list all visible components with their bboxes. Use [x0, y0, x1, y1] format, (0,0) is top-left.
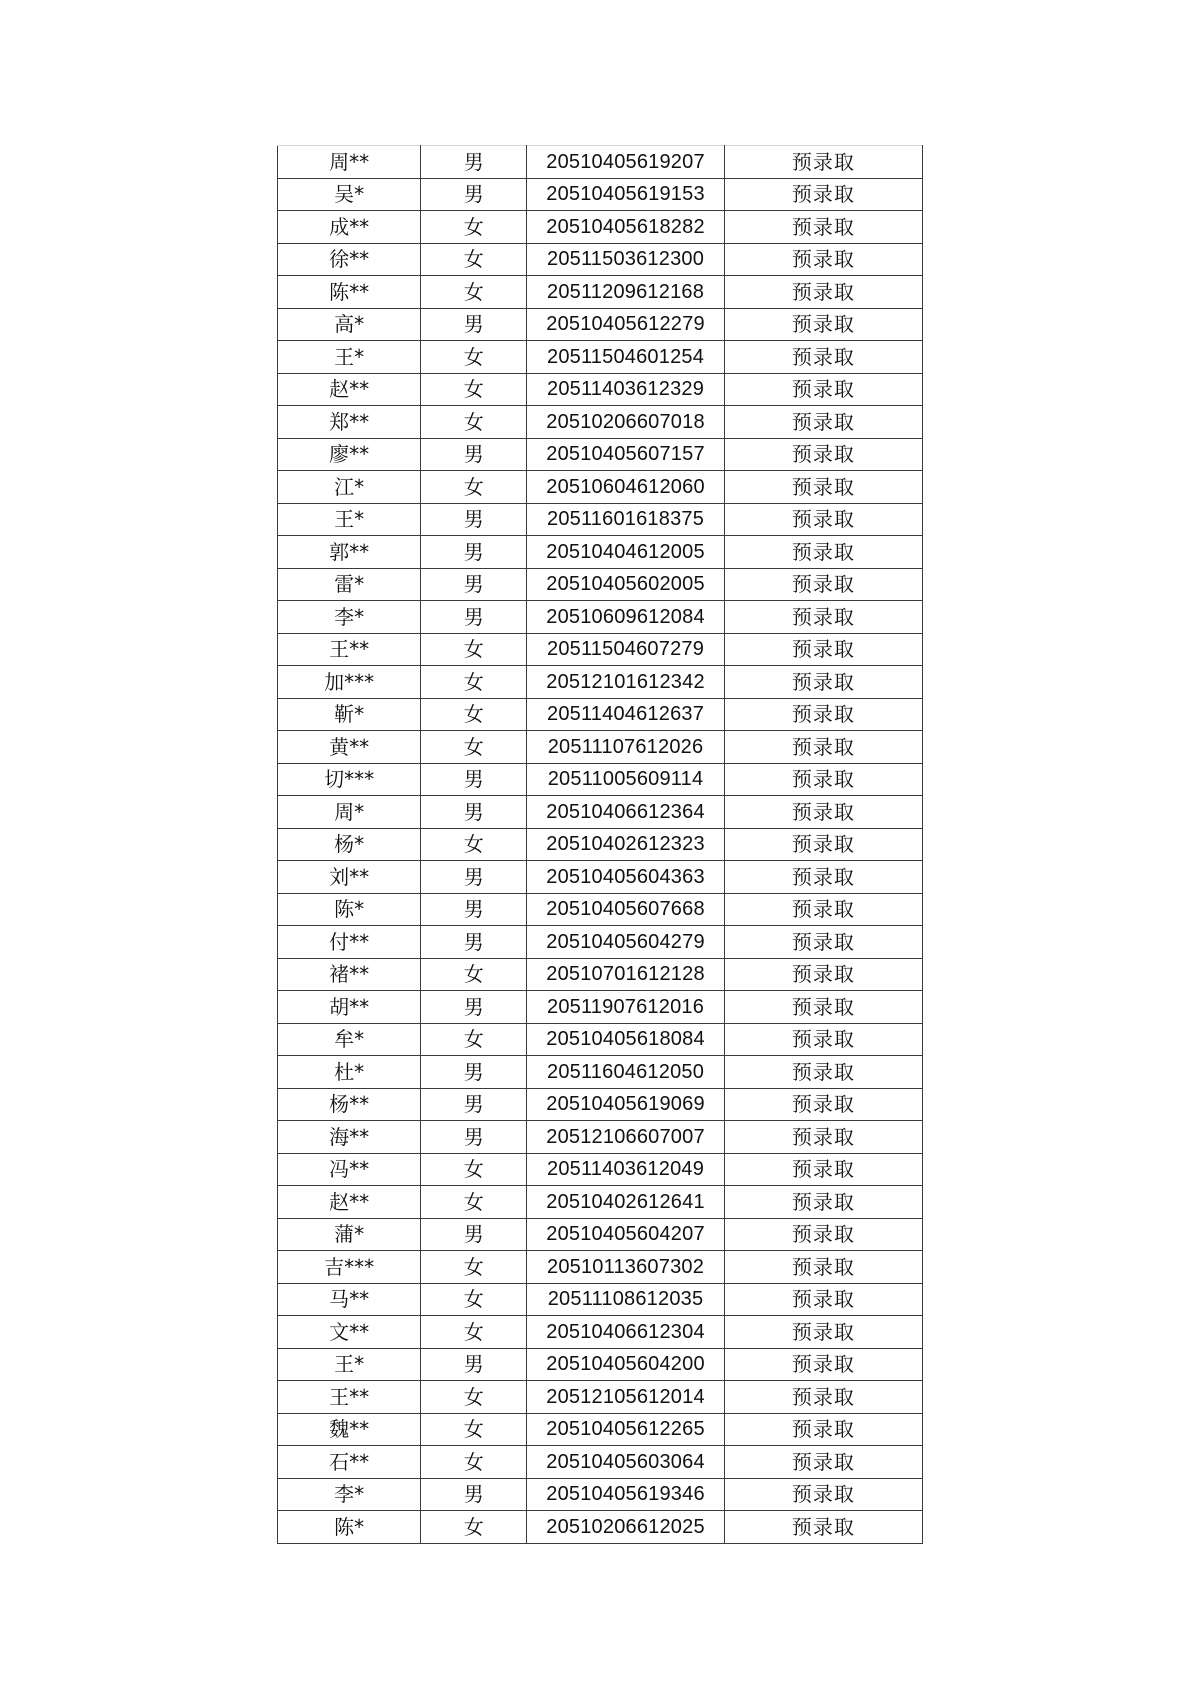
table-row [278, 1413, 923, 1446]
gender-cell: 男 [421, 763, 527, 796]
candidate-id-cell: 20511005609114 [527, 763, 724, 796]
candidate-id-cell: 20511209612168 [527, 276, 724, 309]
gender-cell: 女 [421, 1316, 527, 1349]
candidate-id-cell: 20510402612323 [527, 828, 724, 861]
gender-cell: 男 [421, 601, 527, 634]
gender-cell: 女 [421, 1381, 527, 1414]
status-cell: 预录取 [724, 828, 922, 861]
candidate-id-cell: 20511601618375 [527, 503, 724, 536]
gender-cell: 女 [421, 276, 527, 309]
status-cell: 预录取 [724, 1446, 922, 1479]
status-cell: 预录取 [724, 1218, 922, 1251]
gender-cell: 男 [421, 796, 527, 829]
status-cell: 预录取 [724, 373, 922, 406]
name-cell: 牟* [278, 1023, 421, 1056]
status-cell: 预录取 [724, 1283, 922, 1316]
status-cell: 预录取 [724, 731, 922, 764]
table-row [278, 211, 923, 244]
table-row [278, 1186, 923, 1219]
candidate-id-cell: 20510405619153 [527, 178, 724, 211]
table-row [278, 1153, 923, 1186]
name-cell: 陈* [278, 1511, 421, 1544]
gender-cell: 女 [421, 471, 527, 504]
table-row [278, 893, 923, 926]
gender-cell: 女 [421, 958, 527, 991]
gender-cell: 女 [421, 828, 527, 861]
table-row [278, 1121, 923, 1154]
status-cell: 预录取 [724, 1186, 922, 1219]
table-row [278, 243, 923, 276]
candidate-id-cell: 20510405618282 [527, 211, 724, 244]
table-row [278, 861, 923, 894]
status-cell: 预录取 [724, 406, 922, 439]
gender-cell: 男 [421, 1478, 527, 1511]
gender-cell: 男 [421, 991, 527, 1024]
name-cell: 郭** [278, 536, 421, 569]
table-row [278, 308, 923, 341]
gender-cell: 女 [421, 1413, 527, 1446]
status-cell: 预录取 [724, 1413, 922, 1446]
table-row [278, 601, 923, 634]
gender-cell: 男 [421, 926, 527, 959]
table-row [278, 276, 923, 309]
candidate-id-cell: 20510405618084 [527, 1023, 724, 1056]
name-cell: 黄** [278, 731, 421, 764]
gender-cell: 女 [421, 698, 527, 731]
table-row [278, 991, 923, 1024]
status-cell: 预录取 [724, 536, 922, 569]
table-row [278, 958, 923, 991]
name-cell: 王** [278, 1381, 421, 1414]
table-row [278, 1023, 923, 1056]
gender-cell: 男 [421, 861, 527, 894]
status-cell: 预录取 [724, 893, 922, 926]
status-cell: 预录取 [724, 503, 922, 536]
gender-cell: 女 [421, 1023, 527, 1056]
name-cell: 褚** [278, 958, 421, 991]
status-cell: 预录取 [724, 1316, 922, 1349]
name-cell: 胡** [278, 991, 421, 1024]
table-row [278, 438, 923, 471]
gender-cell: 女 [421, 1283, 527, 1316]
table-row [278, 1056, 923, 1089]
candidate-id-cell: 20511504601254 [527, 341, 724, 374]
name-cell: 切*** [278, 763, 421, 796]
table-row [278, 633, 923, 666]
name-cell: 石** [278, 1446, 421, 1479]
gender-cell: 女 [421, 1251, 527, 1284]
admission-table-body [278, 146, 923, 1544]
status-cell: 预录取 [724, 763, 922, 796]
gender-cell: 女 [421, 1511, 527, 1544]
name-cell: 李* [278, 601, 421, 634]
name-cell: 周* [278, 796, 421, 829]
table-row [278, 503, 923, 536]
status-cell: 预录取 [724, 276, 922, 309]
name-cell: 郑** [278, 406, 421, 439]
name-cell: 廖** [278, 438, 421, 471]
gender-cell: 男 [421, 893, 527, 926]
table-row [278, 1446, 923, 1479]
name-cell: 杨** [278, 1088, 421, 1121]
name-cell: 赵** [278, 373, 421, 406]
admission-table [277, 145, 923, 1544]
status-cell: 预录取 [724, 1121, 922, 1154]
name-cell: 靳* [278, 698, 421, 731]
candidate-id-cell: 20510405612279 [527, 308, 724, 341]
candidate-id-cell: 20512106607007 [527, 1121, 724, 1154]
table-row [278, 568, 923, 601]
status-cell: 预录取 [724, 341, 922, 374]
status-cell: 预录取 [724, 1478, 922, 1511]
table-row [278, 178, 923, 211]
candidate-id-cell: 20511107612026 [527, 731, 724, 764]
table-row [278, 1316, 923, 1349]
status-cell: 预录取 [724, 698, 922, 731]
gender-cell: 女 [421, 731, 527, 764]
name-cell: 王* [278, 1348, 421, 1381]
gender-cell: 女 [421, 243, 527, 276]
candidate-id-cell: 20510405604279 [527, 926, 724, 959]
status-cell: 预录取 [724, 1153, 922, 1186]
status-cell: 预录取 [724, 991, 922, 1024]
candidate-id-cell: 20510405603064 [527, 1446, 724, 1479]
gender-cell: 男 [421, 1348, 527, 1381]
candidate-id-cell: 20511404612637 [527, 698, 724, 731]
table-row [278, 406, 923, 439]
status-cell: 预录取 [724, 568, 922, 601]
candidate-id-cell: 20511403612049 [527, 1153, 724, 1186]
gender-cell: 男 [421, 568, 527, 601]
table-row [278, 146, 923, 179]
name-cell: 成** [278, 211, 421, 244]
candidate-id-cell: 20511604612050 [527, 1056, 724, 1089]
status-cell: 预录取 [724, 796, 922, 829]
gender-cell: 男 [421, 1088, 527, 1121]
name-cell: 吉*** [278, 1251, 421, 1284]
table-row [278, 698, 923, 731]
gender-cell: 男 [421, 438, 527, 471]
gender-cell: 女 [421, 1186, 527, 1219]
status-cell: 预录取 [724, 178, 922, 211]
candidate-id-cell: 20510404612005 [527, 536, 724, 569]
status-cell: 预录取 [724, 438, 922, 471]
candidate-id-cell: 20510405619207 [527, 146, 724, 179]
candidate-id-cell: 20510406612304 [527, 1316, 724, 1349]
candidate-id-cell: 20511907612016 [527, 991, 724, 1024]
gender-cell: 女 [421, 406, 527, 439]
status-cell: 预录取 [724, 926, 922, 959]
candidate-id-cell: 20510405604207 [527, 1218, 724, 1251]
name-cell: 刘** [278, 861, 421, 894]
candidate-id-cell: 20510405602005 [527, 568, 724, 601]
candidate-id-cell: 20512105612014 [527, 1381, 724, 1414]
name-cell: 马** [278, 1283, 421, 1316]
table-row [278, 731, 923, 764]
table-row [278, 341, 923, 374]
status-cell: 预录取 [724, 1348, 922, 1381]
gender-cell: 女 [421, 211, 527, 244]
gender-cell: 男 [421, 1056, 527, 1089]
name-cell: 加*** [278, 666, 421, 699]
table-row [278, 1251, 923, 1284]
name-cell: 高* [278, 308, 421, 341]
candidate-id-cell: 20510405604363 [527, 861, 724, 894]
gender-cell: 男 [421, 536, 527, 569]
table-row [278, 536, 923, 569]
status-cell: 预录取 [724, 1381, 922, 1414]
table-row [278, 796, 923, 829]
gender-cell: 女 [421, 341, 527, 374]
candidate-id-cell: 20510405607668 [527, 893, 724, 926]
status-cell: 预录取 [724, 243, 922, 276]
candidate-id-cell: 20511403612329 [527, 373, 724, 406]
candidate-id-cell: 20510405604200 [527, 1348, 724, 1381]
status-cell: 预录取 [724, 1056, 922, 1089]
table-row [278, 471, 923, 504]
table-row [278, 1218, 923, 1251]
table-row [278, 1478, 923, 1511]
candidate-id-cell: 20510701612128 [527, 958, 724, 991]
candidate-id-cell: 20510405607157 [527, 438, 724, 471]
name-cell: 王** [278, 633, 421, 666]
name-cell: 付** [278, 926, 421, 959]
name-cell: 李* [278, 1478, 421, 1511]
status-cell: 预录取 [724, 1511, 922, 1544]
status-cell: 预录取 [724, 633, 922, 666]
gender-cell: 女 [421, 1446, 527, 1479]
status-cell: 预录取 [724, 861, 922, 894]
table-row [278, 1511, 923, 1544]
name-cell: 陈** [278, 276, 421, 309]
name-cell: 魏** [278, 1413, 421, 1446]
gender-cell: 男 [421, 178, 527, 211]
gender-cell: 女 [421, 1153, 527, 1186]
table-row [278, 1381, 923, 1414]
gender-cell: 女 [421, 666, 527, 699]
status-cell: 预录取 [724, 1023, 922, 1056]
candidate-id-cell: 20510604612060 [527, 471, 724, 504]
status-cell: 预录取 [724, 666, 922, 699]
gender-cell: 男 [421, 1218, 527, 1251]
status-cell: 预录取 [724, 308, 922, 341]
candidate-id-cell: 20511503612300 [527, 243, 724, 276]
name-cell: 赵** [278, 1186, 421, 1219]
status-cell: 预录取 [724, 146, 922, 179]
candidate-id-cell: 20510402612641 [527, 1186, 724, 1219]
candidate-id-cell: 20511108612035 [527, 1283, 724, 1316]
name-cell: 文** [278, 1316, 421, 1349]
status-cell: 预录取 [724, 601, 922, 634]
table-row [278, 1348, 923, 1381]
name-cell: 王* [278, 503, 421, 536]
name-cell: 杜* [278, 1056, 421, 1089]
gender-cell: 男 [421, 1121, 527, 1154]
name-cell: 江* [278, 471, 421, 504]
gender-cell: 男 [421, 308, 527, 341]
name-cell: 周** [278, 146, 421, 179]
status-cell: 预录取 [724, 958, 922, 991]
candidate-id-cell: 20510405619346 [527, 1478, 724, 1511]
name-cell: 海** [278, 1121, 421, 1154]
gender-cell: 女 [421, 633, 527, 666]
status-cell: 预录取 [724, 211, 922, 244]
candidate-id-cell: 20512101612342 [527, 666, 724, 699]
gender-cell: 男 [421, 146, 527, 179]
name-cell: 雷* [278, 568, 421, 601]
table-row [278, 828, 923, 861]
name-cell: 杨* [278, 828, 421, 861]
gender-cell: 男 [421, 503, 527, 536]
candidate-id-cell: 20510405619069 [527, 1088, 724, 1121]
name-cell: 王* [278, 341, 421, 374]
table-row [278, 373, 923, 406]
name-cell: 冯** [278, 1153, 421, 1186]
status-cell: 预录取 [724, 471, 922, 504]
candidate-id-cell: 20510609612084 [527, 601, 724, 634]
name-cell: 吴* [278, 178, 421, 211]
candidate-id-cell: 20510206607018 [527, 406, 724, 439]
table-row [278, 926, 923, 959]
table-row [278, 1283, 923, 1316]
name-cell: 徐** [278, 243, 421, 276]
status-cell: 预录取 [724, 1088, 922, 1121]
name-cell: 蒲* [278, 1218, 421, 1251]
table-row [278, 763, 923, 796]
candidate-id-cell: 20510406612364 [527, 796, 724, 829]
gender-cell: 女 [421, 373, 527, 406]
table-row [278, 666, 923, 699]
candidate-id-cell: 20511504607279 [527, 633, 724, 666]
name-cell: 陈* [278, 893, 421, 926]
table-row [278, 1088, 923, 1121]
candidate-id-cell: 20510113607302 [527, 1251, 724, 1284]
candidate-id-cell: 20510405612265 [527, 1413, 724, 1446]
status-cell: 预录取 [724, 1251, 922, 1284]
candidate-id-cell: 20510206612025 [527, 1511, 724, 1544]
